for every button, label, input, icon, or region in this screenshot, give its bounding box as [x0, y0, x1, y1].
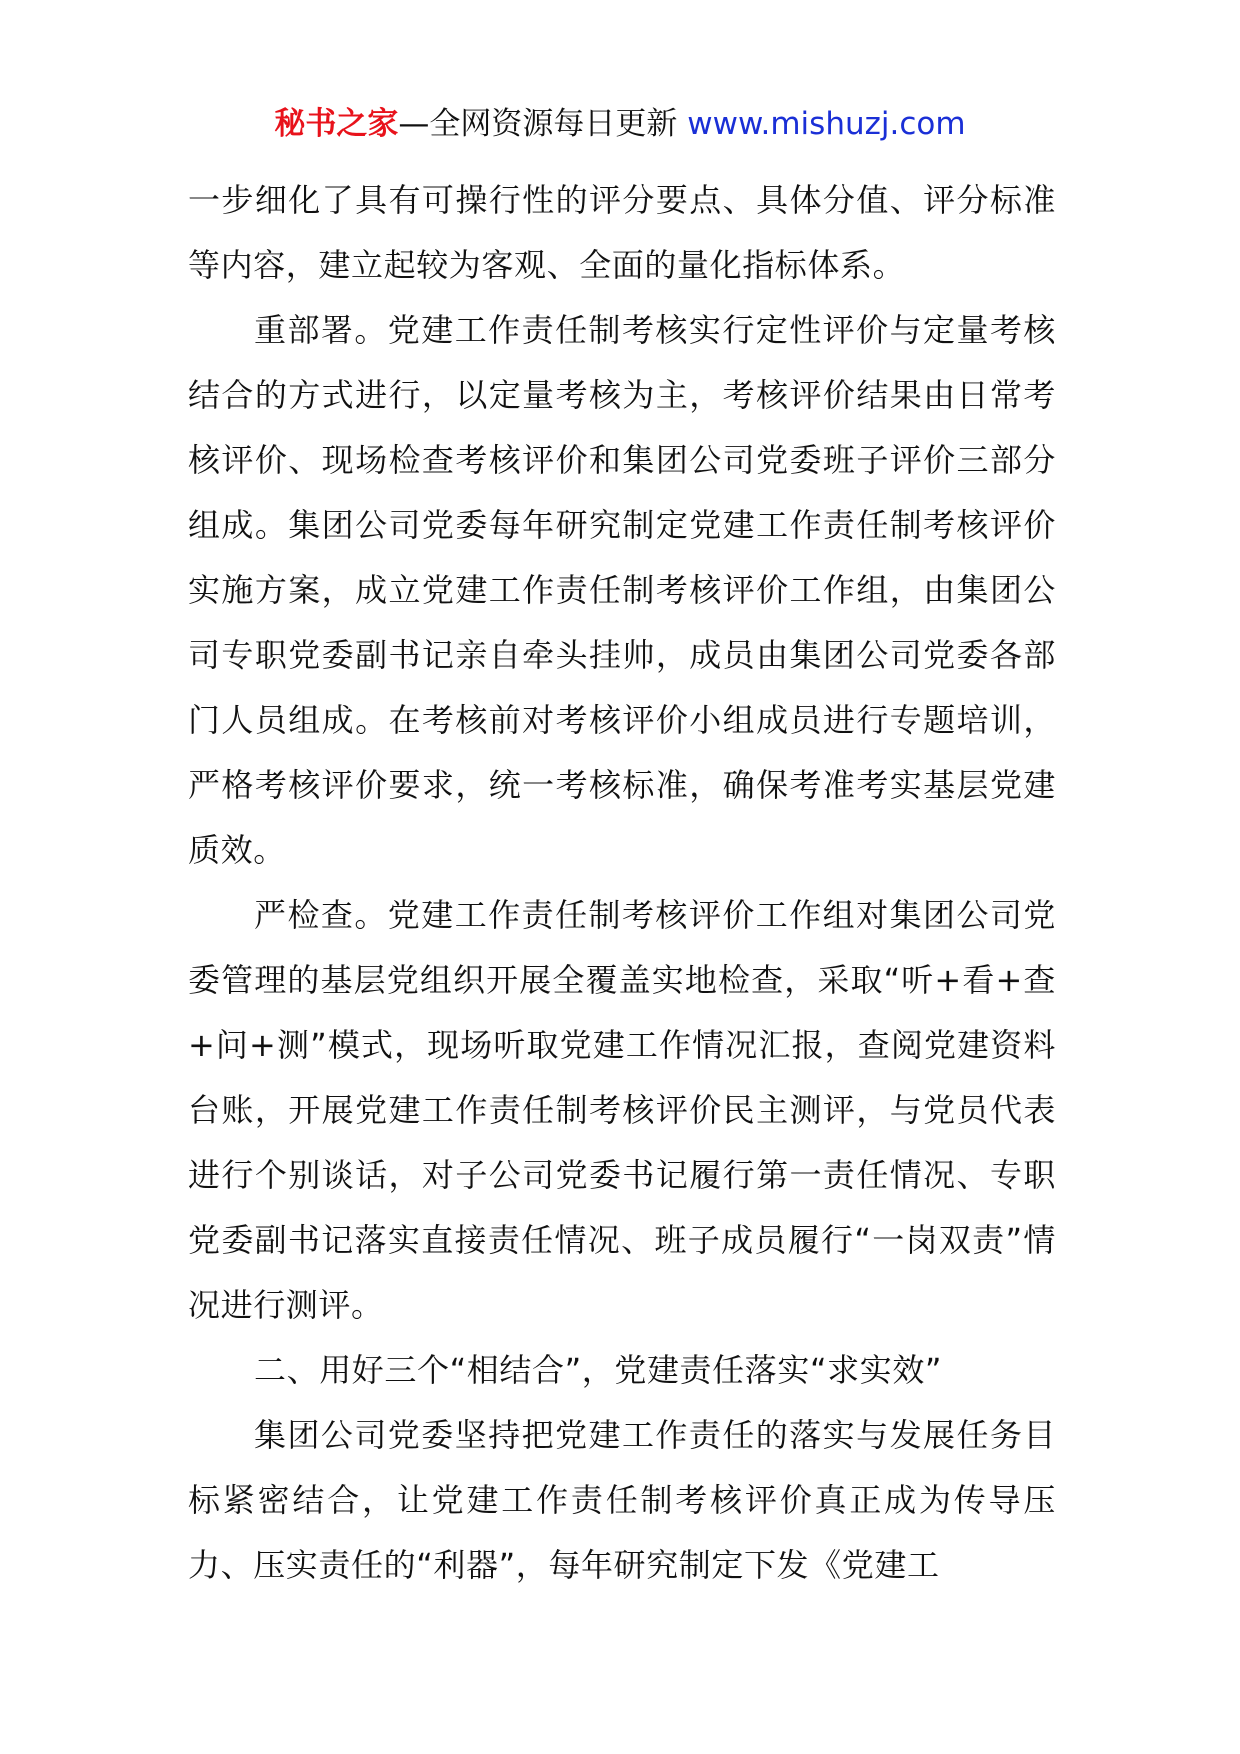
document-body	[188, 168, 1056, 1598]
page-header	[0, 102, 1240, 146]
header-brand: 秘书之家	[274, 106, 399, 142]
paragraph-continuation: 一步细化了具有可操行性的评分要点、具体分值、评分标准等内容，建立起较为客观、全面的量化指标体系。	[188, 181, 1056, 284]
paragraph-inspection: 严检查。党建工作责任制考核评价工作组对集团公司党委管理的基层党组织开展全覆盖实地检查，采取“听+看+查+问+测”模式，现场听取党建工作情况汇报，查阅党建资料台账，开展党建工作责任制考核评价民主测评，与党员代表进行个别谈话，对子公司党委书记履行第一责任情况、专职党委副书记落实直接责任情况、班子成员履行“一岗双责”情况进行测评。	[188, 896, 1056, 1324]
section-heading: 二、用好三个“相结合”，党建责任落实“求实效”	[254, 1351, 943, 1389]
paragraph-deployment: 重部署。党建工作责任制考核实行定性评价与定量考核结合的方式进行，以定量考核为主，考核评价结果由日常考核评价、现场检查考核评价和集团公司党委班子评价三部分组成。集团公司党委每年研究制定党建工作责任制考核评价实施方案，成立党建工作责任制考核评价工作组，由集团公司专职党委副书记亲自牵头挂帅，成员由集团公司党委各部门人员组成。在考核前对考核评价小组成员进行专题培训，严格考核评价要求，统一考核标准，确保考准考实基层党建质效。	[188, 311, 1056, 869]
header-tagline: —全网资源每日更新	[398, 106, 678, 142]
header-url-link[interactable]: www.mishuzj.com	[687, 106, 966, 142]
paragraph-section-intro: 集团公司党委坚持把党建工作责任的落实与发展任务目标紧密结合，让党建工作责任制考核评价真正成为传导压力、压实责任的“利器”，每年研究制定下发《党建工	[188, 1416, 1056, 1584]
